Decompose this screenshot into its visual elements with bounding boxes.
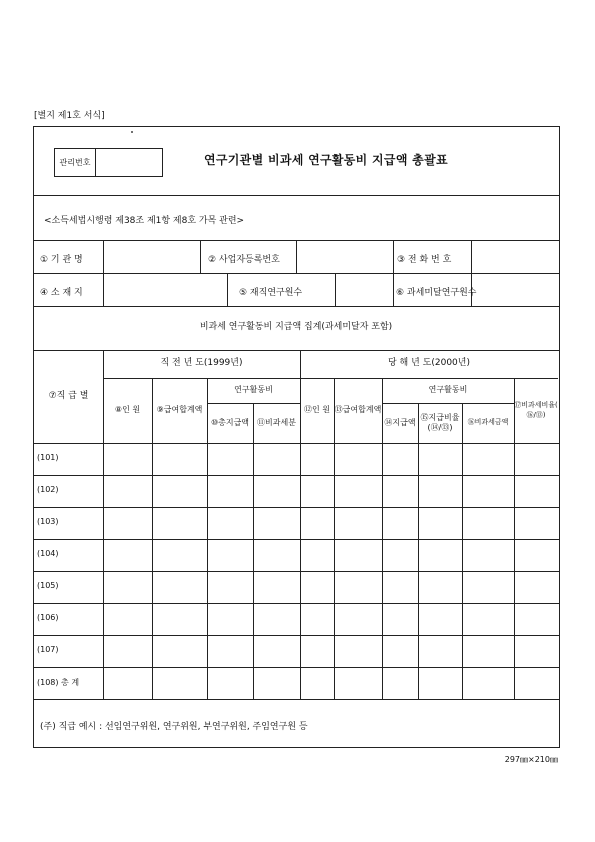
table-cell[interactable] (463, 604, 513, 634)
phone-label: ③ 전 화 번 호 (397, 255, 452, 265)
paper-size-note: 297㎜×210㎜ (504, 755, 558, 764)
table-cell[interactable] (419, 444, 461, 474)
prev-salary-header: ⑨급여합계액 (156, 405, 203, 415)
table-cell[interactable] (301, 572, 333, 602)
curr-nontaxable-ratio-header (514, 378, 558, 443)
row-divider (34, 475, 559, 476)
table-cell[interactable] (335, 508, 381, 538)
prev-total-paid-header: ⑩총지급액 (210, 417, 250, 427)
curr-nontaxable-ratio-formula: ⑯/⑬) (526, 410, 546, 419)
table-cell[interactable] (419, 476, 461, 506)
non-taxpayer-count-field[interactable] (472, 274, 558, 304)
table-cell[interactable] (208, 572, 252, 602)
prev-year-header: 직 전 년 도(1999년) (160, 358, 243, 369)
address-label: ④ 소 재 지 (40, 288, 83, 298)
table-cell[interactable] (463, 444, 513, 474)
legal-basis: <소득세법시행령 제38조 제1항 제8호 가목 관련> (44, 216, 245, 226)
row-divider (34, 507, 559, 508)
table-cell[interactable] (515, 636, 557, 666)
table-cell[interactable] (335, 444, 381, 474)
table-cell[interactable] (463, 508, 513, 538)
table-cell[interactable] (383, 508, 417, 538)
table-cell[interactable] (335, 636, 381, 666)
table-cell[interactable] (301, 444, 333, 474)
table-cell[interactable] (153, 508, 206, 538)
non-taxpayer-count-label: ⑥ 과세미달연구원수 (396, 288, 477, 298)
curr-salary-header: ⑬급여합계액 (334, 405, 382, 415)
biz-reg-no-field[interactable] (297, 241, 392, 271)
table-cell[interactable] (419, 508, 461, 538)
researcher-count-label: ⑤ 재직연구원수 (239, 288, 303, 298)
curr-ratio-header (418, 403, 462, 443)
table-cell[interactable] (463, 572, 513, 602)
table-cell[interactable] (301, 668, 333, 698)
table-cell[interactable] (104, 444, 151, 474)
management-number-box (54, 148, 163, 177)
row-divider (34, 539, 559, 540)
table-cell[interactable] (335, 668, 381, 698)
table-cell[interactable] (104, 604, 151, 634)
curr-year-header: 당 해 년 도(2000년) (388, 358, 470, 369)
table-cell[interactable] (254, 604, 299, 634)
table-cell[interactable] (153, 636, 206, 666)
row-divider (34, 635, 559, 636)
row-label: (108) 총 계 (37, 678, 80, 687)
divider (34, 699, 559, 700)
table-cell[interactable] (383, 668, 417, 698)
org-name-field[interactable] (104, 241, 199, 271)
grid-line (200, 240, 201, 273)
table-cell[interactable] (301, 604, 333, 634)
table-cell[interactable] (153, 604, 206, 634)
table-cell[interactable] (153, 668, 206, 698)
table-cell[interactable] (301, 540, 333, 570)
address-field[interactable] (104, 274, 226, 304)
curr-persons-header: ⑫인 원 (304, 405, 330, 415)
table-cell[interactable] (254, 572, 299, 602)
table-cell[interactable] (254, 636, 299, 666)
table-cell[interactable] (301, 476, 333, 506)
researcher-count-field[interactable] (336, 274, 392, 304)
table-cell[interactable] (254, 476, 299, 506)
table-cell[interactable] (254, 508, 299, 538)
management-number-field[interactable] (96, 149, 162, 176)
curr-nontaxable-header: ⑯비과세금액 (467, 418, 509, 427)
table-cell[interactable] (383, 572, 417, 602)
row-label: (106) (37, 613, 59, 622)
table-cell[interactable] (208, 476, 252, 506)
table-cell[interactable] (463, 668, 513, 698)
management-number-label: 관리번호 (55, 149, 96, 176)
table-cell[interactable] (254, 444, 299, 474)
table-cell[interactable] (383, 540, 417, 570)
table-cell[interactable] (153, 572, 206, 602)
footnote: (주) 직급 예시 : 선임연구위원, 연구위원, 부연구위원, 주임연구원 등 (40, 722, 308, 732)
table-cell[interactable] (419, 604, 461, 634)
table-cell[interactable] (419, 668, 461, 698)
table-cell[interactable] (254, 540, 299, 570)
table-cell[interactable] (463, 540, 513, 570)
phone-field[interactable] (472, 241, 558, 271)
form-number-label: [별지 제1호 서식] (34, 111, 105, 121)
table-cell[interactable] (419, 572, 461, 602)
table-cell[interactable] (104, 476, 151, 506)
table-cell[interactable] (104, 540, 151, 570)
curr-activity-fee-header: 연구활동비 (428, 385, 468, 395)
table-cell[interactable] (515, 668, 557, 698)
table-cell[interactable] (515, 572, 557, 602)
org-name-label: ① 기 관 명 (40, 255, 83, 265)
curr-paid-header: ⑭지급액 (384, 417, 416, 427)
form-frame (33, 126, 560, 748)
table-cell[interactable] (515, 476, 557, 506)
table-cell[interactable] (383, 444, 417, 474)
table-cell[interactable] (104, 668, 151, 698)
divider (34, 195, 559, 196)
biz-reg-no-label: ② 사업자등록번호 (208, 255, 280, 265)
summary-title: 비과세 연구활동비 지급액 집계(과세미달자 포함) (199, 322, 393, 333)
table-cell[interactable] (335, 476, 381, 506)
row-label: (107) (37, 645, 59, 654)
table-cell[interactable] (208, 444, 252, 474)
table-cell[interactable] (208, 636, 252, 666)
table-cell[interactable] (153, 540, 206, 570)
table-cell[interactable] (515, 508, 557, 538)
row-label: (105) (37, 581, 59, 590)
table-cell[interactable] (208, 604, 252, 634)
table-cell[interactable] (104, 572, 151, 602)
table-cell[interactable] (515, 540, 557, 570)
table-cell[interactable] (104, 508, 151, 538)
prev-activity-fee-header: 연구활동비 (234, 385, 273, 395)
table-cell[interactable] (515, 604, 557, 634)
curr-ratio-label: ⑮지급비율 (420, 412, 460, 422)
table-cell[interactable] (463, 476, 513, 506)
row-divider (34, 571, 559, 572)
table-cell[interactable] (335, 540, 381, 570)
table-cell[interactable] (419, 540, 461, 570)
curr-ratio-formula: (⑭/⑬) (427, 423, 453, 432)
prev-persons-header: ⑧인 원 (114, 405, 141, 415)
row-label: (103) (37, 517, 59, 526)
table-cell[interactable] (335, 572, 381, 602)
table-cell[interactable] (463, 636, 513, 666)
form-title: 연구기관별 비과세 연구활동비 지급액 총괄표 (204, 153, 448, 167)
table-cell[interactable] (104, 636, 151, 666)
row-divider (34, 667, 559, 668)
row-divider (34, 603, 559, 604)
table-cell[interactable] (208, 508, 252, 538)
table-cell[interactable] (208, 668, 252, 698)
table-cell[interactable] (515, 444, 557, 474)
row-label: (104) (37, 549, 59, 558)
table-cell[interactable] (383, 476, 417, 506)
table-cell[interactable] (153, 476, 206, 506)
table-cell[interactable] (383, 604, 417, 634)
table-cell[interactable] (335, 604, 381, 634)
grid-line (227, 273, 228, 306)
row-label: (101) (37, 453, 59, 462)
table-cell[interactable] (301, 636, 333, 666)
table-cell[interactable] (301, 508, 333, 538)
prev-nontaxable-header: ⑪비과세분 (257, 417, 296, 427)
rank-header: ⑦직 급 별 (48, 390, 89, 401)
table-cell[interactable] (383, 636, 417, 666)
table-cell[interactable] (153, 444, 206, 474)
table-cell[interactable] (208, 540, 252, 570)
table-cell[interactable] (419, 636, 461, 666)
table-cell[interactable] (254, 668, 299, 698)
curr-nontaxable-ratio-label: ⑰비과세비율( (514, 401, 558, 410)
row-label: (102) (37, 485, 59, 494)
